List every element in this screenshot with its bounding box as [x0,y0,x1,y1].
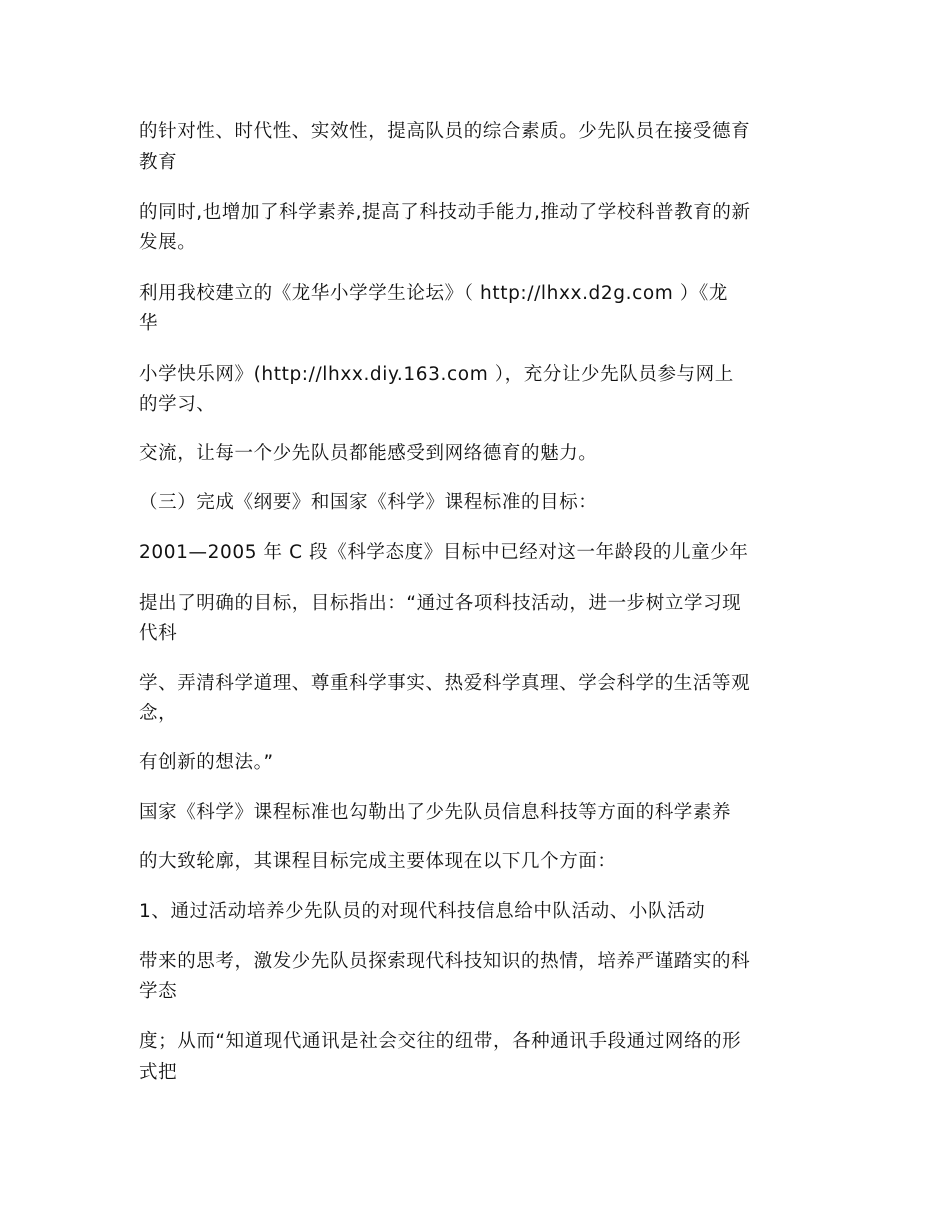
text-line: 度；从而“知道现代通讯是社会交往的纽带，各种通讯手段通过网络的形 [139,1031,742,1052]
text-line: 小学快乐网》(http://lhxx.diy.163.com ），充分让少先队员参与网上 [139,364,734,385]
text-line: 教育 [139,152,178,173]
text-line: 学、弄清科学道理、尊重科学事实、热爱科学真理、学会科学的生活等观 [139,673,751,694]
text-line: 1、通过活动培养少先队员的对现代科技信息给中队活动、小队活动 [139,901,706,922]
text-line: 的学习、 [139,394,216,415]
text-line: 利用我校建立的《龙华小学学生论坛》（ http://lhxx.d2g.com ）《龙 [139,283,728,304]
text-line: 带来的思考，激发少先队员探索现代科技知识的热情，培养严谨踏实的科 [139,951,751,972]
text-line: 发展。 [139,232,197,253]
text-line: 的大致轮廓，其课程目标完成主要体现在以下几个方面： [139,851,617,872]
text-line: 的针对性、时代性、实效性，提高队员的综合素质。少先队员在接受德育 [139,121,751,142]
text-line: 提出了明确的目标，目标指出：“通过各项科技活动，进一步树立学习现 [139,593,742,614]
text-line: 2001—2005 年 C 段《科学态度》目标中已经对这一年龄段的儿童少年 [139,542,749,563]
text-line: 有创新的想法。” [139,752,274,773]
text-line: 念， [139,703,178,724]
text-line: 式把 [139,1062,178,1083]
section-heading: （三）完成《纲要》和国家《科学》课程标准的目标： [139,492,598,513]
text-line: 的同时,也增加了科学素养,提高了科技动手能力,推动了学校科普教育的新 [139,202,751,223]
text-line: 学态 [139,981,178,1002]
text-line: 交流，让每一个少先队员都能感受到网络德育的魅力。 [139,443,598,464]
text-line: 代科 [139,623,178,644]
text-line: 华 [139,313,159,334]
text-line: 国家《科学》课程标准也勾勒出了少先队员信息科技等方面的科学素养 [139,802,732,823]
